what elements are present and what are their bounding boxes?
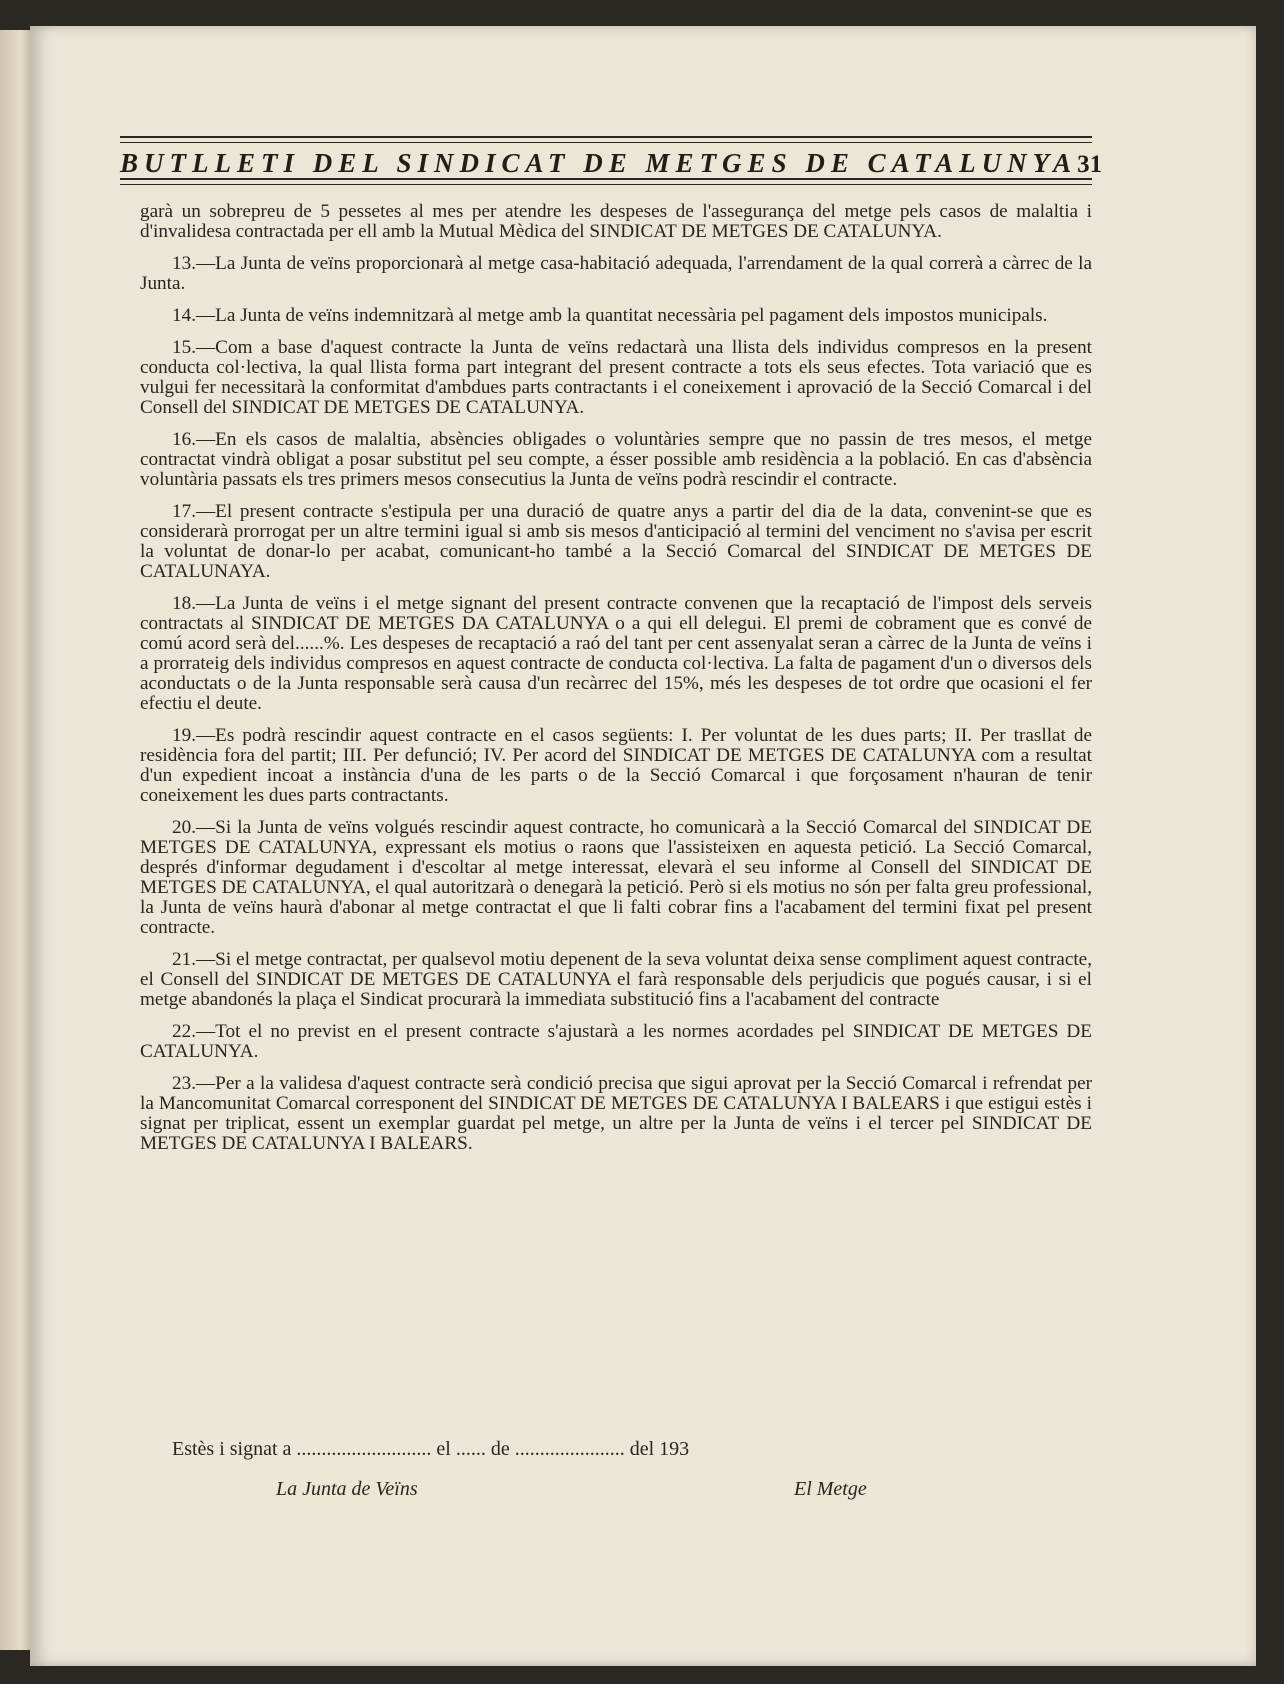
signatory-junta: La Junta de Veïns: [276, 1478, 418, 1500]
facing-page-edge: [0, 30, 34, 1650]
paragraph-continuation: garà un sobrepreu de 5 pessetes al mes per atendre les despeses de l'assegurança del metge pels casos de malaltia i d'invalidesa contractada per ell amb la Mutual Mèdica del SINDICAT DE METGES DE CATALUNYA.: [140, 201, 1092, 242]
clause-16: 16.—En els casos de malaltia, absències obligades o voluntàries sempre que no passin de tres mesos, el metge contractat vindrà obligat a posar substitut pel seu compte, a ésser possible amb residència a la població. En cas d'absència voluntària passats els tres primers mesos consecutius la Junta de veïns podrà rescindir el contracte.: [140, 429, 1092, 490]
header-rule-top: [120, 136, 1092, 138]
clause-13: 13.—La Junta de veïns proporcionarà al metge casa-habitació adequada, l'arrendament de la qual correrà a càrrec de la Junta.: [140, 253, 1092, 294]
article-body: [140, 202, 1092, 1166]
clause-20: 20.—Si la Junta de veïns volgués rescindir aquest contracte, ho comunicarà a la Secció Comarcal del SINDICAT DE METGES DE CATALUNYA, expressant els motius o raons que l'assisteixen en aquesta petició. La Secció Comarcal, després d'informar degudament i d'escoltar al metge interessat, elevarà el seu informe al Consell del SINDICAT DE METGES DE CATALUNYA, el qual autoritzarà o denegarà la petició. Però si els motius no són per falta greu professional, la Junta de veïns haurà d'abonar al metge contractat el que li falti cobrar fins a l'acabament del termini fixat pel present contracte.: [140, 817, 1092, 938]
clause-14: 14.—La Junta de veïns indemnitzarà al metge amb la quantitat necessària pel pagament dels impostos municipals.: [172, 305, 1048, 326]
running-header: [120, 112, 1103, 202]
header-rule-top-thin: [120, 142, 1092, 143]
clause-18: 18.—La Junta de veïns i el metge signant del present contracte convenen que la recaptació de l'impost dels serveis contractats al SINDICAT DE METGES DA CATALUNYA o a qui ell delegui. El premi de cobrament que es convé de comú acord serà del......%. Les despeses de recaptació a raó del tant per cent assenyalat seran a càrrec de la Junta de veïns i a prorrateig dels individus compresos en aquest contracte de conducta col·lectiva. La falta de pagament d'un o diversos dels aconductats o de la Junta responsable serà causa d'un recàrrec del 15%, més les despeses de tot ordre que ocasioni el fer efectiu el deute.: [140, 593, 1092, 714]
signatory-metge: El Metge: [794, 1478, 867, 1500]
page-number: 31: [1077, 151, 1103, 178]
clause-23: 23.—Per a la validesa d'aquest contracte serà condició precisa que sigui aprovat per la Secció Comarcal i refrendat per la Mancomunitat Comarcal corresponent del SINDICAT DE METGES DE CATALUNYA I BALEARS i que estigui estès i signat per triplicat, essent un exemplar guardat pel metge, un altre per la Junta de veïns i el tercer pel SINDICAT DE METGES DE CATALUNYA I BALEARS.: [140, 1073, 1092, 1154]
clause-22: 22.—Tot el no previst en el present contracte s'ajustarà a les normes acordades pel SINDICAT DE METGES DE CATALUNYA.: [140, 1021, 1092, 1062]
journal-title: BUTLLETI DEL SINDICAT DE METGES DE CATALUNYA: [120, 148, 1078, 178]
header-rule-bottom: [120, 178, 1092, 180]
clause-21: 21.—Si el metge contractat, per qualsevol motiu depenent de la seva voluntat deixa sense compliment aquest contracte, el Consell del SINDICAT DE METGES DE CATALUNYA el farà responsable dels perjudicis que pogués causar, i si el metge abandonés la plaça el Sindicat procurarà la immediata substitució fins a l'acabament del contracte: [140, 949, 1092, 1010]
clause-19: 19.—Es podrà rescindir aquest contracte en el casos següents: I. Per voluntat de les dues parts; II. Per trasllat de residència fora del partit; III. Per defunció; IV. Per acord del SINDICAT DE METGES DE CATALUNYA com a resultat d'un expedient incoat a instància d'una de les parts o de la Secció Comarcal i que forçosament n'hauran de tenir coneixement les dues parts contractants.: [140, 725, 1092, 806]
signature-line: Estès i signat a ........................... el ...... de ...................... del 193: [172, 1438, 690, 1460]
header-title-row: [120, 148, 1103, 178]
clause-17: 17.—El present contracte s'estipula per una duració de quatre anys a partir del dia de la data, convenint-se que es considerarà prorrogat per un altre termini igual si amb sis mesos d'anticipació al termini del venciment no s'avisa per escrit la voluntat de donar-lo per acabat, comunicant-ho també a la Secció Comarcal del SINDICAT DE METGES DE CATALUNAYA.: [140, 501, 1092, 582]
header-rule-bottom-thin: [120, 184, 1092, 185]
clause-15: 15.—Com a base d'aquest contracte la Junta de veïns redactarà una llista dels individus compresos en la present conducta col·lectiva, la qual llista forma part integrant del present contracte a tots els seus efectes. Tota variació que es vulgui fer necessitarà la conformitat d'ambdues parts contractants i el coneixement i aprovació de la Secció Comarcal i del Consell del SINDICAT DE METGES DE CATALUNYA.: [140, 337, 1092, 418]
